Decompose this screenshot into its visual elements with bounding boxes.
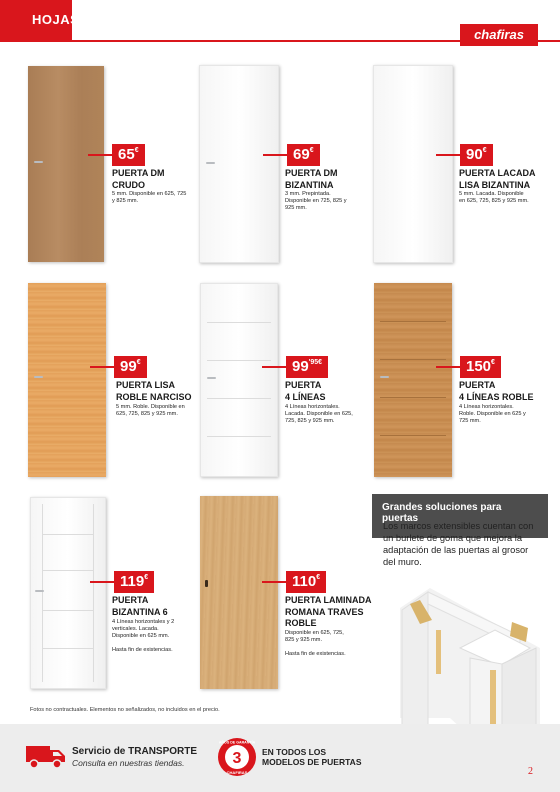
price-label: 65€ bbox=[112, 144, 145, 166]
service-title: Servicio de TRANSPORTE bbox=[72, 746, 198, 757]
door-handle bbox=[380, 376, 389, 378]
promo-title: Grandes soluciones para puertas bbox=[382, 502, 502, 524]
price-line bbox=[262, 366, 286, 368]
models-note: EN TODOS LOS MODELOS DE PUERTAS bbox=[262, 747, 362, 767]
product-name: PUERTA DM CRUDO bbox=[112, 168, 165, 190]
door-handle bbox=[34, 161, 43, 163]
door-image-4-lineas-roble bbox=[374, 283, 452, 477]
door-groove bbox=[43, 648, 93, 649]
price-tag bbox=[262, 571, 326, 593]
seal-number: 3 bbox=[232, 750, 242, 767]
product-desc: 4 Líneas horizontales y 2 verticales. Lacada. Disponible en 625 mm. bbox=[112, 619, 175, 640]
door-groove bbox=[380, 435, 446, 436]
price-label: 90€ bbox=[460, 144, 493, 166]
price-line bbox=[263, 154, 287, 156]
price-label: 69€ bbox=[287, 144, 320, 166]
door-image-lisa-roble-narciso bbox=[28, 283, 106, 477]
stock-note: Hasta fin de existencias. bbox=[112, 647, 173, 653]
page-number: 2 bbox=[528, 766, 533, 777]
door-groove bbox=[43, 534, 93, 535]
product-desc: 5 mm. Roble. Disponible en 625, 725, 825 y 925 mm. bbox=[116, 404, 185, 418]
product-name: PUERTA LAMINADA ROMANA TRAVES ROBLE bbox=[285, 595, 372, 628]
door-vertical-groove bbox=[93, 504, 94, 682]
price-tag bbox=[90, 356, 147, 378]
door-groove bbox=[207, 322, 271, 323]
price-line bbox=[436, 154, 460, 156]
section-title: HOJAS bbox=[32, 12, 80, 27]
door-groove bbox=[207, 398, 271, 399]
product-name: PUERTA 4 LÍNEAS ROBLE bbox=[459, 380, 534, 402]
price-tag bbox=[262, 356, 328, 378]
price-label: 110€ bbox=[286, 571, 326, 593]
price-line bbox=[436, 366, 460, 368]
price-tag bbox=[436, 144, 493, 166]
door-handle bbox=[207, 377, 216, 379]
warranty-seal-icon bbox=[217, 737, 257, 777]
service-subtitle: Consulta en nuestras tiendas. bbox=[72, 758, 185, 768]
door-handle bbox=[205, 580, 208, 587]
price-tag bbox=[90, 571, 154, 593]
product-desc: 4 Líneas horizontales. Lacada. Disponible en 625, 725, 825 y 925 mm. bbox=[285, 404, 353, 425]
price-label: 150€ bbox=[460, 356, 501, 378]
door-handle bbox=[34, 376, 43, 378]
door-groove bbox=[207, 436, 271, 437]
door-groove bbox=[380, 321, 446, 322]
door-image-4-lineas bbox=[200, 283, 278, 477]
price-tag bbox=[263, 144, 320, 166]
brand-logo: chafiras bbox=[460, 24, 538, 46]
price-line bbox=[262, 581, 286, 583]
product-desc: 4 Líneas horizontales. Roble. Disponible en 625 y 725 mm. bbox=[459, 404, 526, 425]
door-vertical-groove bbox=[42, 504, 43, 682]
door-groove bbox=[43, 570, 93, 571]
product-name: PUERTA BIZANTINA 6 bbox=[112, 595, 168, 617]
door-groove bbox=[380, 397, 446, 398]
product-name: PUERTA 4 LÍNEAS bbox=[285, 380, 326, 402]
product-name: PUERTA LISA ROBLE NARCISO bbox=[116, 380, 192, 402]
price-label: 99€ bbox=[114, 356, 147, 378]
door-image-bizantina-6 bbox=[30, 497, 106, 689]
price-tag bbox=[436, 356, 501, 378]
price-label: 119€ bbox=[114, 571, 154, 593]
door-groove bbox=[43, 610, 93, 611]
promo-text: Los marcos extensibles cuentan con un burlete de goma que mejora la adaptación de las puertas al grosor del muro. bbox=[383, 521, 534, 567]
product-name: PUERTA LACADA LISA BIZANTINA bbox=[459, 168, 536, 190]
seal-top-text: AÑOS DE GARANTÍA bbox=[218, 740, 256, 745]
product-name: PUERTA DM BIZANTINA bbox=[285, 168, 338, 190]
price-label: $99^{'95€}$ bbox=[286, 356, 328, 378]
door-handle bbox=[35, 590, 44, 592]
disclaimer: Fotos no contractuales. Elementos no señalizados, no incluidos en el precio. bbox=[30, 707, 220, 713]
product-desc: 5 mm. Lacada. Disponible en 625, 725, 825 y 925 mm. bbox=[459, 191, 529, 205]
stock-note: Hasta fin de existencias. bbox=[285, 651, 346, 657]
product-desc: Disponible en 625, 725, 825 y 925 mm. bbox=[285, 630, 344, 644]
section-tab bbox=[0, 0, 80, 40]
truck-icon bbox=[26, 742, 66, 770]
price-line bbox=[90, 581, 114, 583]
price-line bbox=[88, 154, 112, 156]
price-line bbox=[90, 366, 114, 368]
product-desc: 3 mm. Prepintada. Disponible en 725, 825 y 925 mm. bbox=[285, 191, 347, 212]
seal-bottom-text: CHAFIRAS bbox=[226, 770, 248, 775]
product-desc: 5 mm. Disponible en 625, 725 y 825 mm. bbox=[112, 191, 187, 205]
door-handle bbox=[206, 162, 215, 164]
price-tag bbox=[88, 144, 145, 166]
